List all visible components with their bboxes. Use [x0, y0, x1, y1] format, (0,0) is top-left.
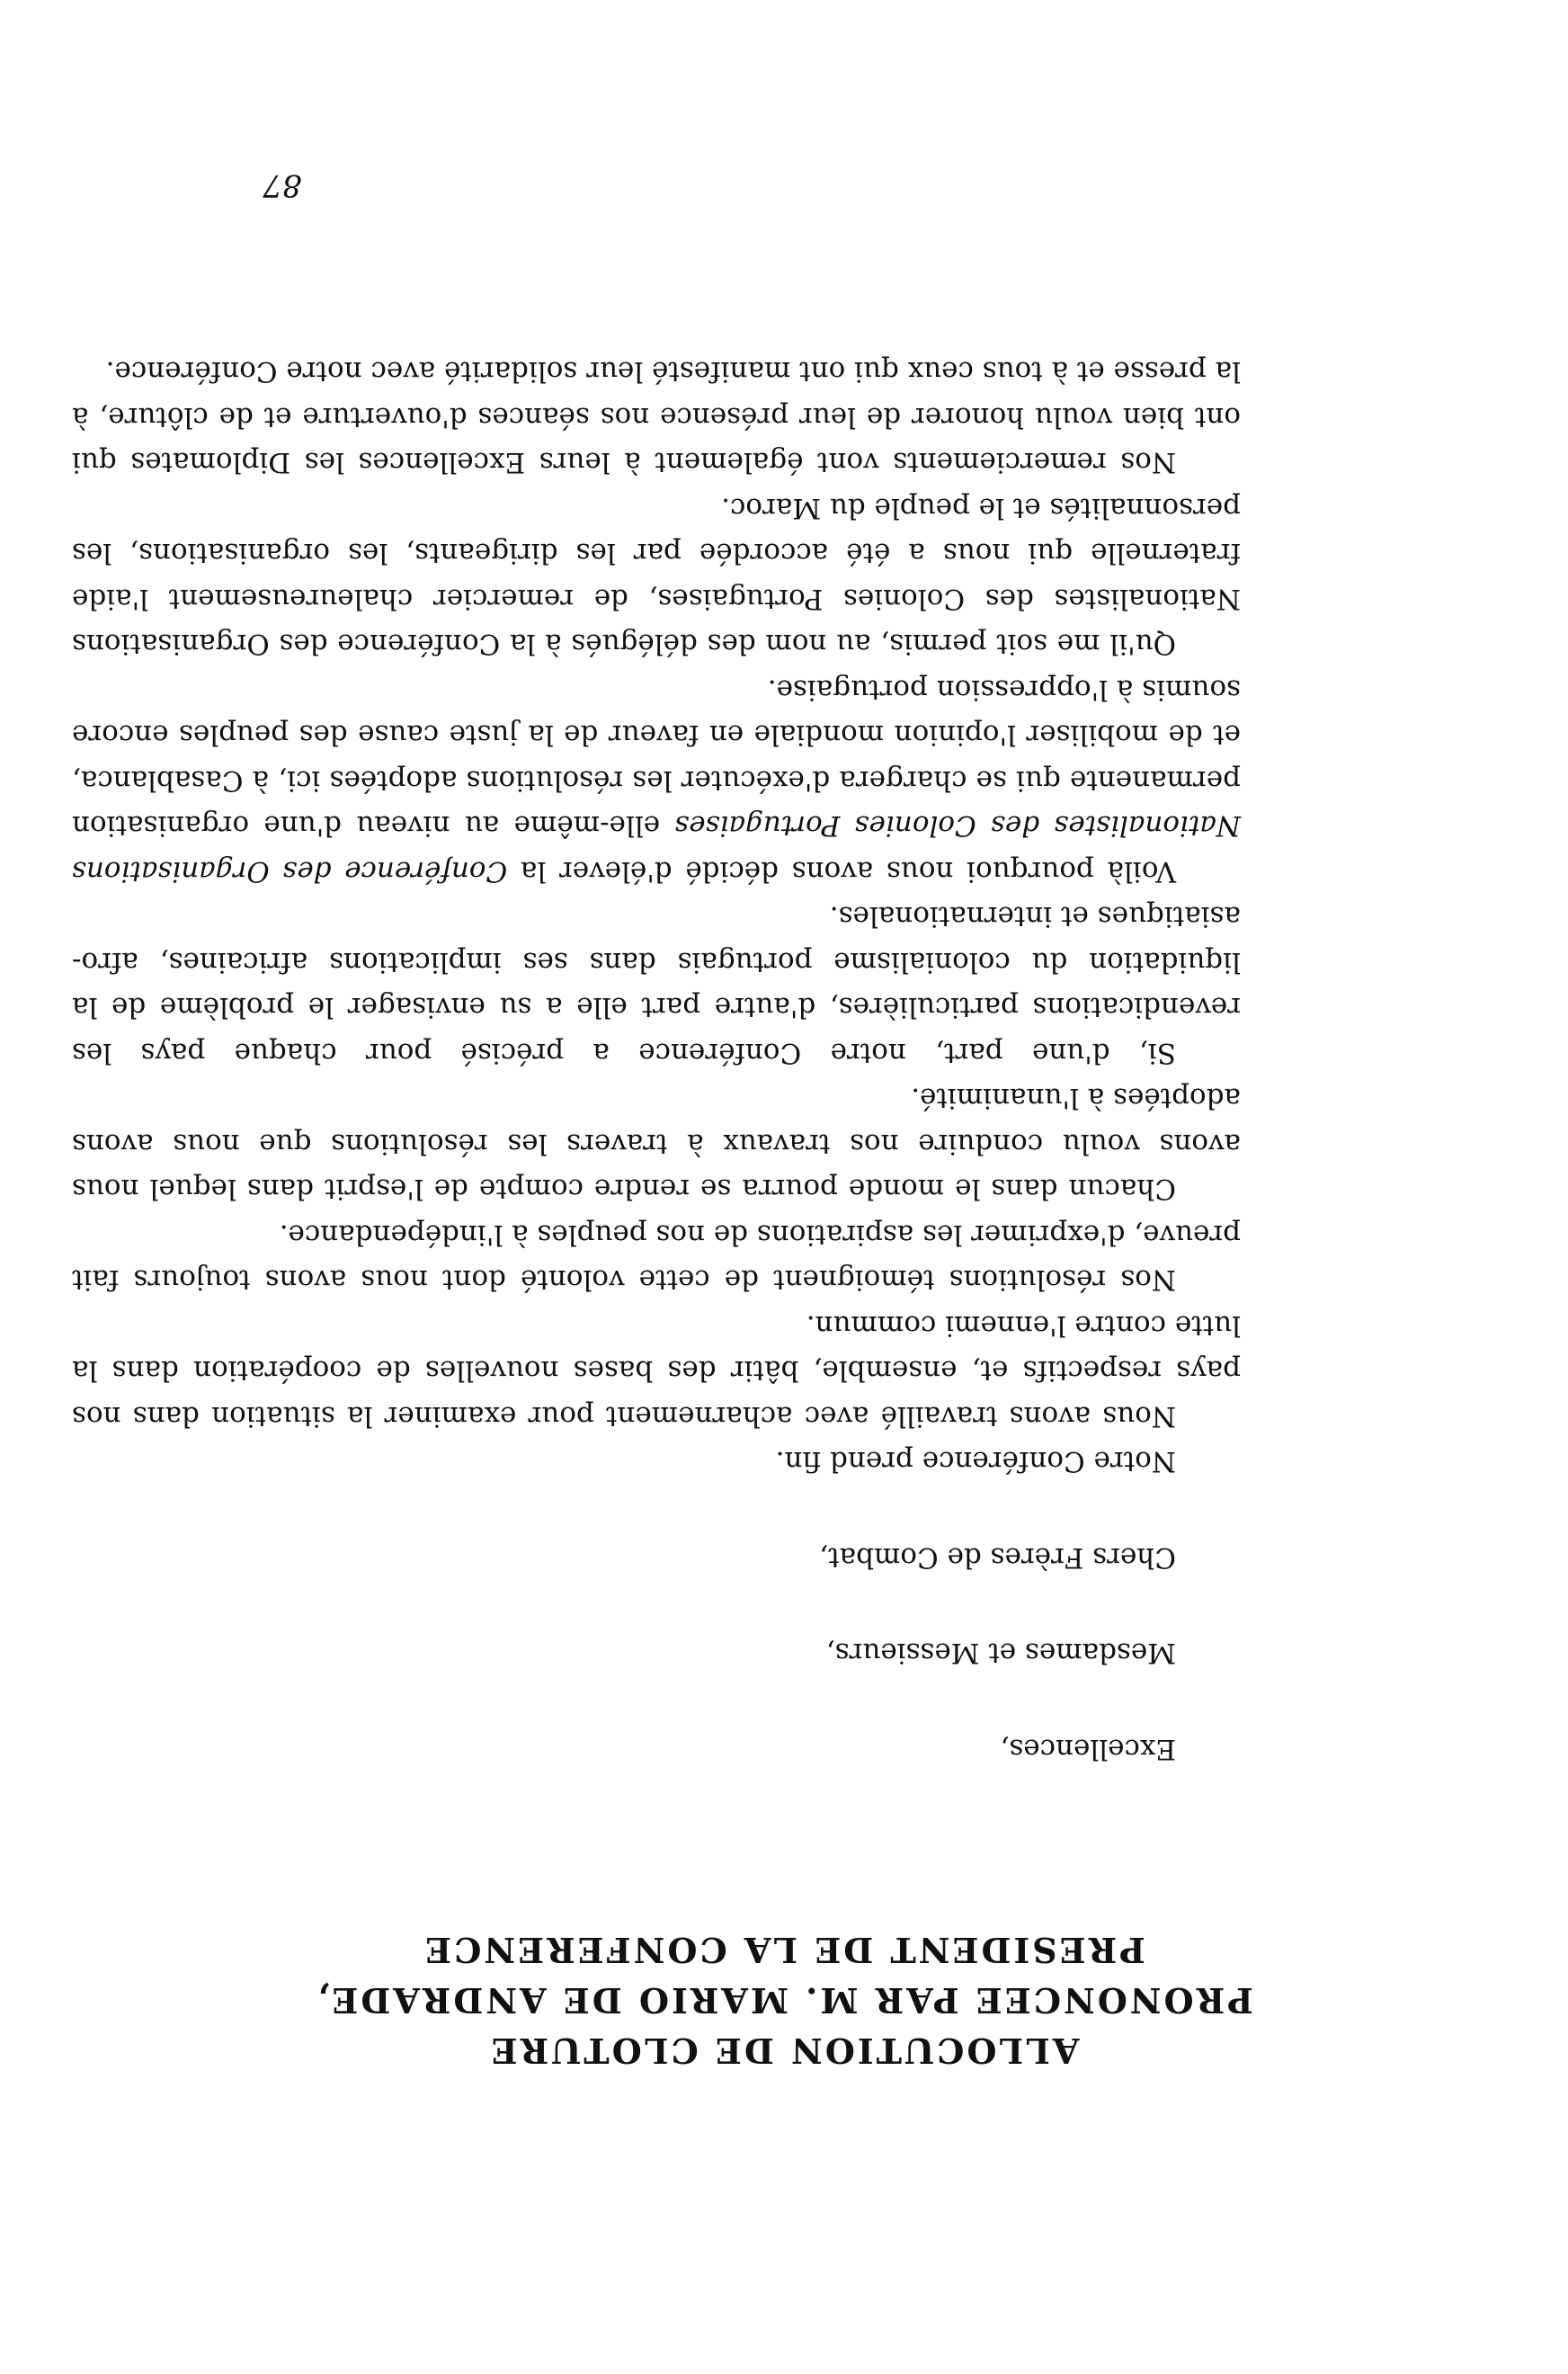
speech-body	[72, 349, 1241, 1772]
title-line-1: ALLOCUTION DE CLOTURE	[488, 2030, 1080, 2071]
page-number: 87	[263, 167, 302, 203]
salutation-excellences: Excellences,	[1000, 1733, 1176, 1765]
title-line-2: PRONONCEE PAR M. MARIO DE ANDRADE,	[315, 1980, 1253, 2021]
paragraph-6-start: Voilà pourquoi nous avons décidé d'élever la	[507, 855, 1176, 888]
salutation-freres: Chers Frères de Combat,	[819, 1541, 1176, 1574]
paragraph-work: Nous avons travaillé avec acharnement pour examiner la situation dans nos pays respectifs et, ensemble, bâtir des bases nouvelles de coopération dans la lutte contre l'ennemi commun.	[72, 1309, 1241, 1432]
paragraph-thanks-morocco: Qu'il me soit permis, au nom des délégués à la Conférence des Organisations Nationalistes des Colonies Portugaises, de remercier chaleureusement l'aide fraternelle qui nous a été accordée par les dirigeants, les organisations, les personnalités et le peuple du Maroc.	[72, 492, 1241, 661]
paragraph-resolutions: Nos résolutions témoignent de cette volonté dont nous avons toujours fait preuve, d'exprimer les aspirations de nos peuples à l'indépendance.	[72, 1218, 1241, 1297]
paragraph-thanks-diplomats: Nos remerciements vont également à leurs Excellences les Diplomates qui ont bien voulu honorer de leur présence nos séances d'ouverture et de clôture, à la presse et à tous ceux qui ont manifesté leur solidarité avec notre Conférence.	[72, 355, 1241, 479]
paragraph-claims: Si, d'une part, notre Conférence a précisé pour chaque pays les revendications particulières, d'autre part elle a su envisager le problème de la liquidation du colonialisme portugais dans ses implications africaines, afro-asiatiques et internationales.	[72, 900, 1241, 1069]
conference-name-italic: Conférence des Organisations Nationalistes des Colonies Portugaises	[72, 809, 1241, 888]
paragraph-6-end: elle-même au niveau d'une organisation permanente qui se chargera d'exécuter les résolutions adoptées ici, à Casablanca, et de mobiliser l'opinion mondiale en faveur de la juste cause des peuples encore soumis à l'oppression portugaise.	[72, 674, 1241, 843]
speech-title	[0, 1924, 1568, 2075]
title-line-3: PRESIDENT DE LA CONFERENCE	[423, 1930, 1145, 1970]
paragraph-spirit: Chacun dans le monde pourra se rendre compte de l'esprit dans lequel nous avons voulu conduire nos travaux à travers les résolutions que nous avons adoptées à l'unanimité.	[72, 1082, 1241, 1206]
paragraph-permanent-organisation	[72, 667, 1241, 895]
paragraph-conference-ends: Notre Conférence prend fin.	[775, 1445, 1176, 1478]
salutation-mesdames: Mesdames et Messieurs,	[825, 1637, 1176, 1670]
